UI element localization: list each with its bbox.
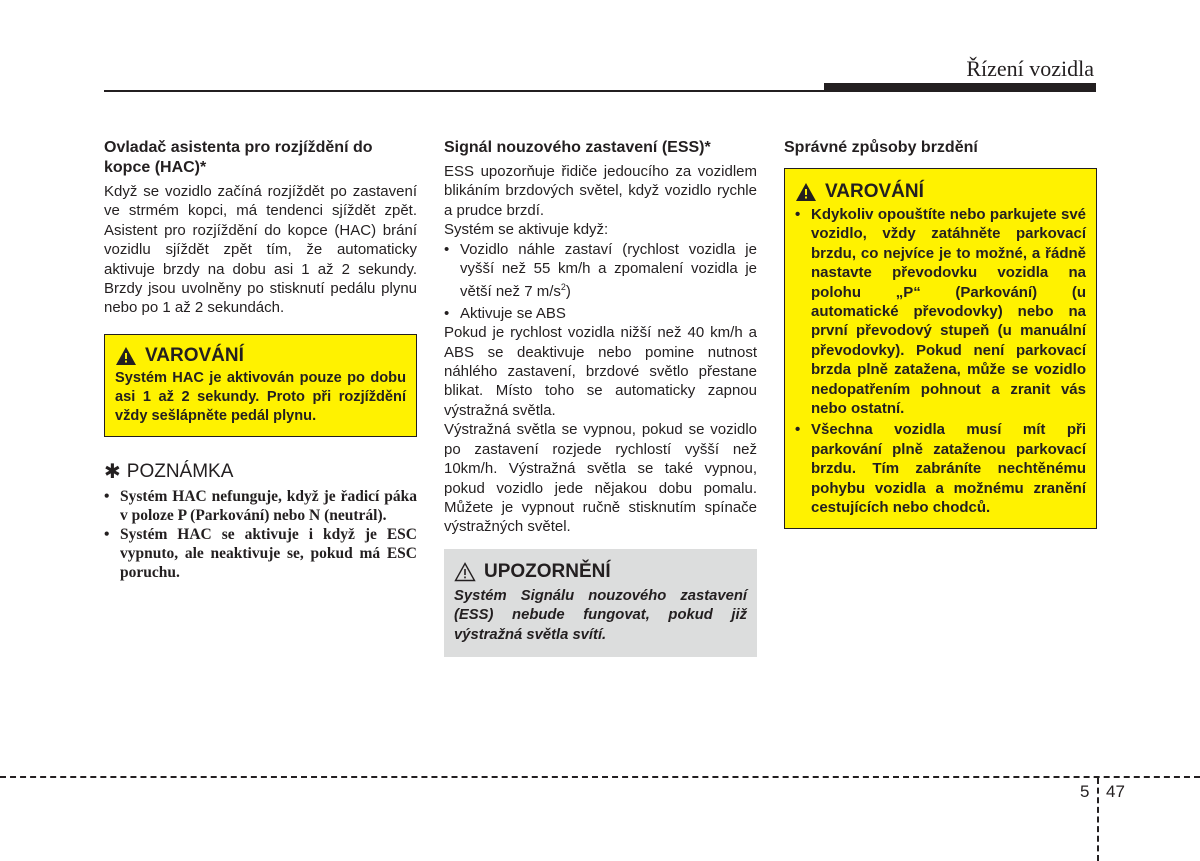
page-header-title: Řízení vozidla xyxy=(966,56,1094,81)
page-number: 47 xyxy=(1106,782,1125,801)
ess-intro: ESS upozorňuje řidiče jedoucího za vozidlem blikáním brzdových světel, když vozidlo rychle a prudce brzdí. xyxy=(444,163,757,219)
ess-caution-text: Systém Signálu nouzového zastavení (ESS) nebude fungovat, pokud již výstražná světla svítí. xyxy=(454,587,747,643)
ess-caution-title: UPOZORNĚNÍ xyxy=(484,560,611,582)
list-item: • Všechna vozidla musí mít při parkování plně zataženou parkovací brzdu. Tím zabráníte nechtěnému pohybu vozidla a možnému zranění cestujících nebo chodců. xyxy=(795,420,1086,517)
warning-triangle-icon xyxy=(795,182,817,202)
caution-triangle-icon xyxy=(454,562,476,582)
ess-paragraph-2: Pokud je rychlost vozidla nižší než 40 km/h a ABS se deaktivuje nebo pomine nutnost náhlého zastavení, brzdové světlo přestane blikat. Místo toho se automaticky zapnou výstražná světla. xyxy=(444,324,757,419)
braking-warning-title: VAROVÁNÍ xyxy=(825,181,924,202)
braking-warning-box xyxy=(784,168,1097,529)
braking-warning-list xyxy=(795,205,1086,518)
star-icon: ✱ xyxy=(104,460,121,483)
list-item: • Systém HAC nefunguje, když je řadicí páka v poloze P (Parkování) nebo N (neutrál). xyxy=(104,487,417,525)
ess-bullet1-end: ) xyxy=(565,283,571,301)
header-rule-accent xyxy=(824,83,1096,91)
braking-warning-title-row xyxy=(795,181,1086,203)
hac-heading: Ovladač asistenta pro rozjíždění do kopce (HAC)* xyxy=(104,139,373,176)
warning-triangle-icon xyxy=(115,346,137,366)
hac-note-title: POZNÁMKA xyxy=(126,460,234,482)
hac-text: Když se vozidlo začíná rozjíždět po zastavení ve strmém kopci, má tendenci sjíždět zpět. Asistent pro rozjíždění do kopce (HAC) brání vozidlu sjíždět zpět tím, že automaticky aktivuje brzdy na dobu asi 1 až 2 sekundy. Brzdy jsou uvolněny po stisknutí pedálu plynu nebo po 1 až 2 sekundách. xyxy=(104,183,417,317)
hac-warning-box xyxy=(104,334,417,437)
ess-bullet1-superscript: 2 xyxy=(560,282,566,293)
list-item: • Aktivuje se ABS xyxy=(444,304,757,323)
ess-caution-title-row xyxy=(454,561,747,583)
ess-heading: Signál nouzového zastavení (ESS)* xyxy=(444,139,711,156)
ess-activation-label: Systém se aktivuje když: xyxy=(444,221,609,239)
hac-section xyxy=(104,138,417,582)
ess-bullet1-text: Vozidlo náhle zastaví (rychlost vozidla je vyšší než 55 km/h a zpomalení vozidla je větší než 7 m/s xyxy=(460,240,757,301)
braking-heading: Správné způsoby brzdění xyxy=(784,139,978,156)
list-item: • Kdykoliv opouštíte nebo parkujete své vozidlo, vždy zatáhněte parkovací brzdu, co nejvíce je to možné, a řádně nastavte převodovku vozidla na polohu „P“ (Parkování) (u automatické převodovky) nebo na první převodový stupeň (u manuální převodovky). Pokud není parkovací brzda plně zatažena, může se vozidlo nedopatřením pohnout a zranit vás nebo ostatní. xyxy=(795,205,1086,418)
hac-warning-text: Systém HAC je aktivován pouze po dobu asi 1 až 2 sekundy. Proto při rozjíždění vždy sešlápněte pedál plynu. xyxy=(115,369,406,424)
ess-caution-box xyxy=(444,549,757,658)
ess-section xyxy=(444,138,757,657)
list-item xyxy=(444,240,757,302)
footer-rule xyxy=(0,776,1200,778)
list-item: • Systém HAC se aktivuje i když je ESC vypnuto, ale neaktivuje se, pokud má ESC poruchu. xyxy=(104,525,417,582)
ess-paragraph-3: Výstražná světla se vypnou, pokud se vozidlo po zastavení rozjede rychlostí vyšší než 10km/h. Výstražná světla se také vypnou, pokud vozidlo jede nějakou dobu pomalu. Můžete je vypnout ručně stisknutím spínače výstražných světel. xyxy=(444,421,757,536)
page-number-separator xyxy=(1097,778,1099,861)
hac-note-title-row xyxy=(104,461,417,483)
hac-warning-title-row xyxy=(115,345,406,367)
braking-section xyxy=(784,138,1097,529)
ess-activation-list xyxy=(444,240,757,324)
hac-warning-title: VAROVÁNÍ xyxy=(145,344,244,366)
chapter-number: 5 xyxy=(1080,782,1090,801)
hac-note-list xyxy=(104,487,417,582)
